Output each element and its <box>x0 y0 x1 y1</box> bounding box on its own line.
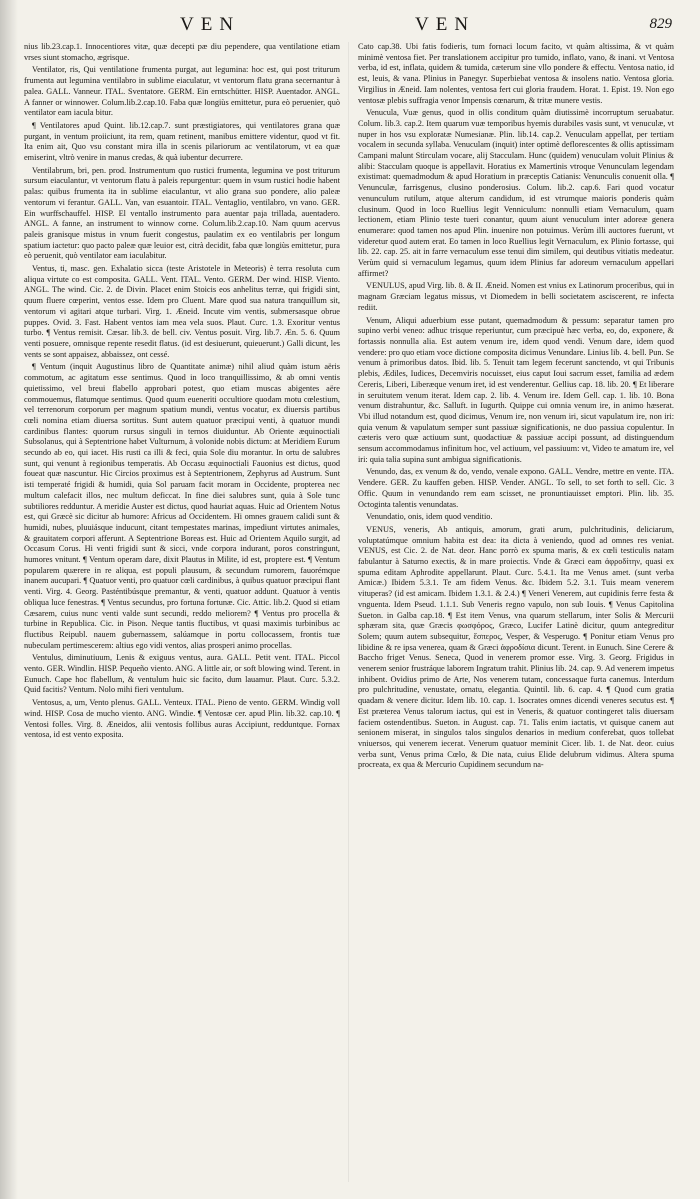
column-divider <box>348 42 349 1182</box>
header-left-word: VEN <box>180 14 241 35</box>
dictionary-entry: Venucula, Vuæ genus, quod in ollis conditum quàm diutissimè incorruptum seruabatur. Colum. lib.3. cap.2. Item quarum vuæ temporibus hyemis durabiles vasis sunt, vt venuculæ, vt nuper in hos vsu exploratæ Numesianæ. Plin. lib.14. cap.2. Venuculam appellat, per tertiam vocalem in secunda syllaba. Venuculam (inquit) inter optimè deflorescentes & ollis aptissimam Campani malunt Stirculam vocare, alij Stacculam. Hunc (quidem) venuculam voluit Plinius & alibi: Stacculam quoque is appellavit. Horatius ex Mamertinis vtroque Venunculam legendam existimat: quemadmodum & apud Horatium in præceptis Catianis: Venunculis conuenit olla. ¶ Venunculæ, farrisgenus, clusino ponderosius. Colum. lib.2. cap.6. Fari quod vocatur venunculum rutilum, atque alterum candidum, id est vtrumque maioris ponderis quàm clusinum. Quod in loco Ruellius legit Venniculum: nonnulli etiam Vernaculum, quam lectionem, etiam Plinio teste tueri conantur, quum aiunt venuculum inter adoreæ genera enumerare: quod tamen nos apud Plin. inuenire non potuimus. Verùm illi auctores fuerunt, vt videretur quod autem erat. Eo tamen in loco Ruellius legit Vernaculum, ex Plinio fortasse, qui lib. 22. cap. 25. ait in farre vernaculum esse tenui dim similem, qui deutibus vitiatis medeatur. Verùm quid si vernaculum legamus, quum idem Plinius far adoreum vernaculum appellari affirmet? <box>358 108 674 278</box>
page-number: 829 <box>649 16 672 32</box>
dictionary-entry: Ventulus, diminutiuum, Lenis & exiguus ventus, aura. GALL. Petit vent. ITAL. Piccol vento. GER. Windlin. HISP. Pequeño viento. ANG. A little air, or soft blowing wind. Terent. in Eunuch. Cape hoc flabellum, & ventulum huic sic facito, dum lauamur. Plaut. Curc. 5.3.2. Quid facitis? Ventum. Nolo mihi fieri ventulum. <box>24 653 340 695</box>
dictionary-entry: Cato cap.38. Ubi fatis fodieris, tum fornaci locum facito, vt quàm altissima, & vt quàm minimè ventosa fiet. Per translationem accipitur pro tumido, inflato, vano, & inani. vt Ventosa verba, id est, inflata, quidem & tumida, cæterum sine vllo pondere & effectu. Ventosa natio, id est, leuis, & vana. Plinius in Panegyr. Superbiebat ventosa & insolens natio. Ventosa gloria. Virgilius in Æneid. Iam nolentes, ventosa fert cui gloria fraudem. Horat. 1. Epist. 19. Non ego ventosæ plebis suffragia venor Impensis cœnarum, & tritæ munere vestis. <box>358 42 674 105</box>
dictionary-entry: Ventilator, ris, Qui ventilatione frumenta purgat, aut legumina: hoc est, qui post triturum frumenta aut legumina ventilabro in sublime eiaculatur, vt ventorum flatu grana secernantur à palea. GALL. Vanneur. ITAL. Sventatore. GERM. Ein erntschütter. HISP. Auentador. ANGL. A fanner or winnower. Colum.lib.2.cap.10. Faba quæ longiùs emittetur, pura eò peruenier, quò ventilator eam iacula bitur. <box>24 65 340 118</box>
dictionary-entry: VENUS, veneris, Ab antiquis, amorum, grati arum, pulchritudinis, deliciarum, voluptatúmque omnium habita est dea: ita dicta à veniendo, quod ad omnes res veniat. VENUS, est Cic. 2. de Nat. deor. Hanc porrò ex spuma maris, & ex cœli testiculis natam fabulantur à Saturno exectis, & in mare proiectis. Vnde & Græci eam ἀφροδίτην, quasi ex spuma editam Aphrodite appellarunt. Plaut. Curc. 5.4.1. Ita me Venus amet. (sunt verba Amicæ.) Ibidem 5.3.1. Te am fidem Venus. &c. Ibidem 5.2. 3.1. Tuis meam venerem vituperas? (id est amicam. Ibidem 1.3.1. & 2.4.) ¶ Veneri Venerem, aut cupidinis ferre festa & vnguenta. Idem Pseud. 1.1.1. Sub Veneris regno vapulo, non sub Iouis. ¶ Venus Capitolina Sueton. in Galba cap.18. ¶ Est item Venus, vna quarum stellarum, inter Solis & Mercurii sphæram sita, quæ Græcis φωσφόρος, Græco, Lucifer Latinè dicitur, quum antegreditur Solem; quum autem subsequitur, ἕσπερος, Vesper, & Vesperugo. ¶ Ponitur etiam Venus pro libidine & re ipsa venerea, quam & Græci ἀφροδίσια dicunt. Terent. in Eunuch. Sine Cerere & Baccho friget Venus. Seneca, Quod in venerem promor esse. Virg. 3. Georg. Frigidus in venerem senior frustráque laborem Ingratum trahit. Plinius lib. 24. cap. 9. Ad venerem impetus inhibent. Ovidius primo de Arte, Nos venerem tutam, concessaque furta canemus. Interdum pro pulchritudine, venustate, ornatu, elegantia. Quintil. lib. 6. cap. 4. ¶ Quod cum gratia quadam & venere dicitur. Idem lib. 10. cap. 1. Isocrates omnes dicendi veneres secutus est. ¶ Est præterea Venus talorum iactus, qui est in Veneris, & quatuor contingeret talis diuersam faciem ostendentibus. Sueton. in August. cap. 71. Talis enim iactatis, vt quisque canem aut senionem miserat, in singulos talos singulos denarios in medium conferebat, quos tollebat vniuersos, qui venerem iecerat. Venerum quatuor meminit Cicer. lib. 1. de Nat. deor. cuius verba sunt, Venus prima Cœlo, & Die nata, cuius Elide delubrum vidimus. Altera spuma procreata, ex qua & Mercurio Cupidinem secundum na- <box>358 524 674 770</box>
dictionary-entry: Venundatio, onis, idem quod venditio. <box>366 512 493 522</box>
dictionary-entry: Venundo, das, ex venum & do, vendo, venale expono. GALL. Vendre, mettre en vente. ITA. Vendere. GER. Zu kauffen geben. HISP. Vender. ANGL. To sell, to set forth to sell. Cic. 3 Offic. Quum in venundando rem eam scisset, ne pronuntiauisset emptori. Plin. lib. 35. Octoginta talentis venundatas. <box>358 467 674 509</box>
dictionary-entry: Ventilabrum, bri, pen. prod. Instrumentum quo rustici frumenta, legumina ve post triturum sursum eiaculantur, vt ventorum flatu à paleis repurgentur: quem in vsum rustici hodie habent palas: quibus frumenta ita in sublime eiaculantur, vt alio grana suo pondere, alio paleæ ventorum vi ferantur. GALL. Van, van esuantoir. ITAL. Ventaglio, ventilabro, vn vano. GER. Ein wurffschauffel. HISP. El ventallo instrumento para auentar paja trillada, auentadero. ANGL. A fanne, an instrument to winnow corne. Colum.lib.2.cap.10. Nam quum acervus paleis granisque mistus in vnum fuerit congestus, paulatim ex eo ventilabris per longum spatium iactetur: quo pacto paleæ quæ leuior est, citrà decidit, faba quæ longiùs emittetur, pura eò peruenit, quò ventilator eam iaculabitur. <box>24 165 340 261</box>
page-gutter-shadow <box>0 0 18 1199</box>
dictionary-entry: Ventosus, a, um, Vento plenus. GALL. Venteux. ITAL. Pieno de vento. GERM. Windig voll wind. HISP. Cosa de mucho viento. ANG. Windie. ¶ Ventosæ cer. apud Plin. lib.32. cap.10. ¶ Ventosi folles. Virg. 8. Æneidos, alii ventosis follibus auras Accipiunt, redduntque. Fornax ventosa, id est vento exposita. <box>24 698 340 740</box>
dictionary-entry: Venum, Aliqui aduerbium esse putant, quemadmodum & pessum: separatur tamen pro supino verbi veneo: adhuc trisque reperiuntur, cum præcipuè hæc verba, eo, do, exponere, & fortassis nonnulla alia. Est autem venum ire, idem quod vendi. Venum dare, idem quod vendere: pro quo etiam voce dictione composita dicimus Venundare. Linius lib. 4. bell. Pun. Se venum à primoribus datos. Ibid. lib. 5. Tenuit tam legem fecerunt sanctendo, vt qui Tribunis plebis, Ædiles, Iudices, Decemviris nocuisset, eius caput Ioui sacrum esset, familia ad ædem Cereris, Liberi, Liberæque venum iret, id est venderentur. Gellius cap. 18. lib. 20. ¶ Et liberare in seruitutem venum iterat. Idem cap. 2. lib. 4. Venum ire. Idem Gell. cap. 1. lib. 10. Bona venum distrahuntur, &c. Salluft. in Iugurth. Quippe cui omnia venum ire, in animo hæserat. Vbi illud notandum est, quod dicimus, Venum ire, non venum iri, sicut vapulatum ire, non iri: quia venum & vapulatum semper sunt passiuæ significationis, ne duo passiua copulentur. In cæteris vero quæ actiuum sunt, quodactiuæ & passiuæ accipi possunt, ad distinguendum sensum accommodamus infinitum hoc, vel actiuum, vel passiuum: vt, Video te amatum ire, vel iri: quia talia supina sunt ambigua significationis. <box>358 315 674 464</box>
header-right-word: VEN <box>415 14 476 35</box>
running-header <box>0 14 700 40</box>
left-column <box>24 42 340 743</box>
dictionary-entry: Ventus, ti, masc. gen. Exhalatio sicca (teste Aristotele in Meteoris) è terra resoluta cum aliqua virtute co est composita. GALL. Vent. ITAL. Vento. GERM. Der wind. HISP. Viento. ANGL. The wind. Cic. 2. de Divin. Placet enim Stoicis eos anhelitus terræ, qui frigidi sint, quum fluere cœperint, ventos esse. Idem pro Cluent. Mare quod sua natura tranquillum sit, ventorum vi agitari atque turbari. Virg. 1. Æneid. Incute vim ventis, submersasque obrue puppes. Ovid. 3. Fast. Habent ventos iam mea vela suos. Plaut. Curc. 1.3. Exoritur ventus turbo. ¶ Ventus remisit. Cæsar. lib.3. de bell. civ. Ventus posuit. Virg. lib.7. Æn. 5. 6. Quum venti posuere, omnisque repente resedit flatus. (id est desiuerunt, quieuerunt.) Galli dicunt, les vents se sont appaisez, abbaissez, ont cessé. <box>24 264 340 359</box>
dictionary-entry: ¶ Ventum (inquit Augustinus libro de Quantitate animæ) nihil aliud quàm istum aëris commotum, ac agitatum esse sentimus. Quod in loco tranquillissimo, & ab omni ventis quietissimo, vel breui flabello approbari potest, quo etiam muscas abigentes aëre commouemus, flatumque sentimus. Quod quum eueneriti occultiore quodam motu cœlestium, vel terrenorum corporum per magnum spatium mundi, ventus vocatur, ex diuersis partibus cœli nomina etiam diuersa sortitus. Sunt autem quatuor præcipui venti, à quatuor mundi cardinibus flantes: quorum rursus singuli in ternos diuiduntur. Ab Oriente æquinoctiali Subsolanus, qui à Septentrione habet Vulturnum, à volonide nobis dictum: at Meridiem Eurum secundo ab eo, qui iacet. His rusti ca illi & feci, quia Sole diu morantur. In ortu de salubres sunt, qui venunt à regionibus temperatis. Ab Occasu æquinoctiali Fauonius est dictus, quod foueat quæ nascuntur. Hic Circios proximus est à Septentrionem, Zephyrus ad Austrum. Sunt isti temperaté frigidi & humidi, quia Sol paruam facit moram in Occidente, propterea nec multum calefacit illos, nec multum deficcat. In fine diei salubres sunt, quia à Sole tunc subtiliores redduntur. A meridie Auster est dictus, quod hauriat aquas. Huic ad Orientem Notus est, qui Græcè sic dicitur ab humore: Africus ad Occidentem. Hi omnes grauem calidi sunt & humidi, nubes, pluuiásque inducunt, citant tempestates marinas, impediunt virtutes animales, & grauitatem corpori afferunt. A Septentrione Boreas est. Huic ad Orientem Aquilo surgit, ad Occasum Corus. Hi venti frigidi sunt & sicci, vnde corpora indurant, poros constringunt, humores vnitunt. ¶ Ventum operam dare, dixit Plautus in Milite, id est, proptere est. ¶ Ventum popularem quærere in re aliqua, est populi plausum, & secundum rumorem, fauorémque inanem aucupari. ¶ Quatuor venti, pro quatuor cœli cardinibus, à quibus quatuor præcipui flant venti. Virg. 4. Georg. Pasténtibúsque premantur, & venti, quatuor addunt. Quatuor à ventis obliqua luce fenestras. ¶ Ventus secundus, pro fortuna fortunæ. Cic. Attic. lib.2. Quod si etiam Cæsarem, cuius nunc venti valde sunt secundi, reddo meliorem? ¶ Ventus pro procella & turbine in Republica. Cic. in Pison. Neque tantis fluctibus, vt quasi maximis turbinibus ac fluctibus Reipubl. nauem gubernassem, salúamque in portu collocassem, frontis tuæ nubeculam pertimescerem: altius ego vidi ventos, alias prosperi animo procellas. <box>24 362 340 650</box>
dictionary-entry: VENULUS, apud Virg. lib. 8. & II. Æneid. Nomen est vnius ex Latinorum proceribus, qui in magnam Græciam legatus missus, vt Diomedem in belli societatem asciscerent, re infecta rediit. <box>358 281 674 312</box>
dictionary-entry: nius lib.23.cap.1. Innocentiores vitæ, quæ decepti pæ diu pependere, qua ventilatione etiam vrses siunt stomacho, ægrisque. <box>24 42 340 62</box>
dictionary-entry: ¶ Ventilatores apud Quint. lib.12.cap.7. sunt præstigiatores, qui ventilatores grana quæ purgant, in ventum proiiciunt, ita rem, quam retinent, manibus emittere videntur, quod vt fit. Ita enim ait, Quo vsu constant mira illa in scenis pilariorum ac ventilatorum, vt ea quæ emiserint, vltrò venire in manus credas, & quà iubentur decurrere. <box>24 120 340 163</box>
right-column <box>358 42 674 773</box>
